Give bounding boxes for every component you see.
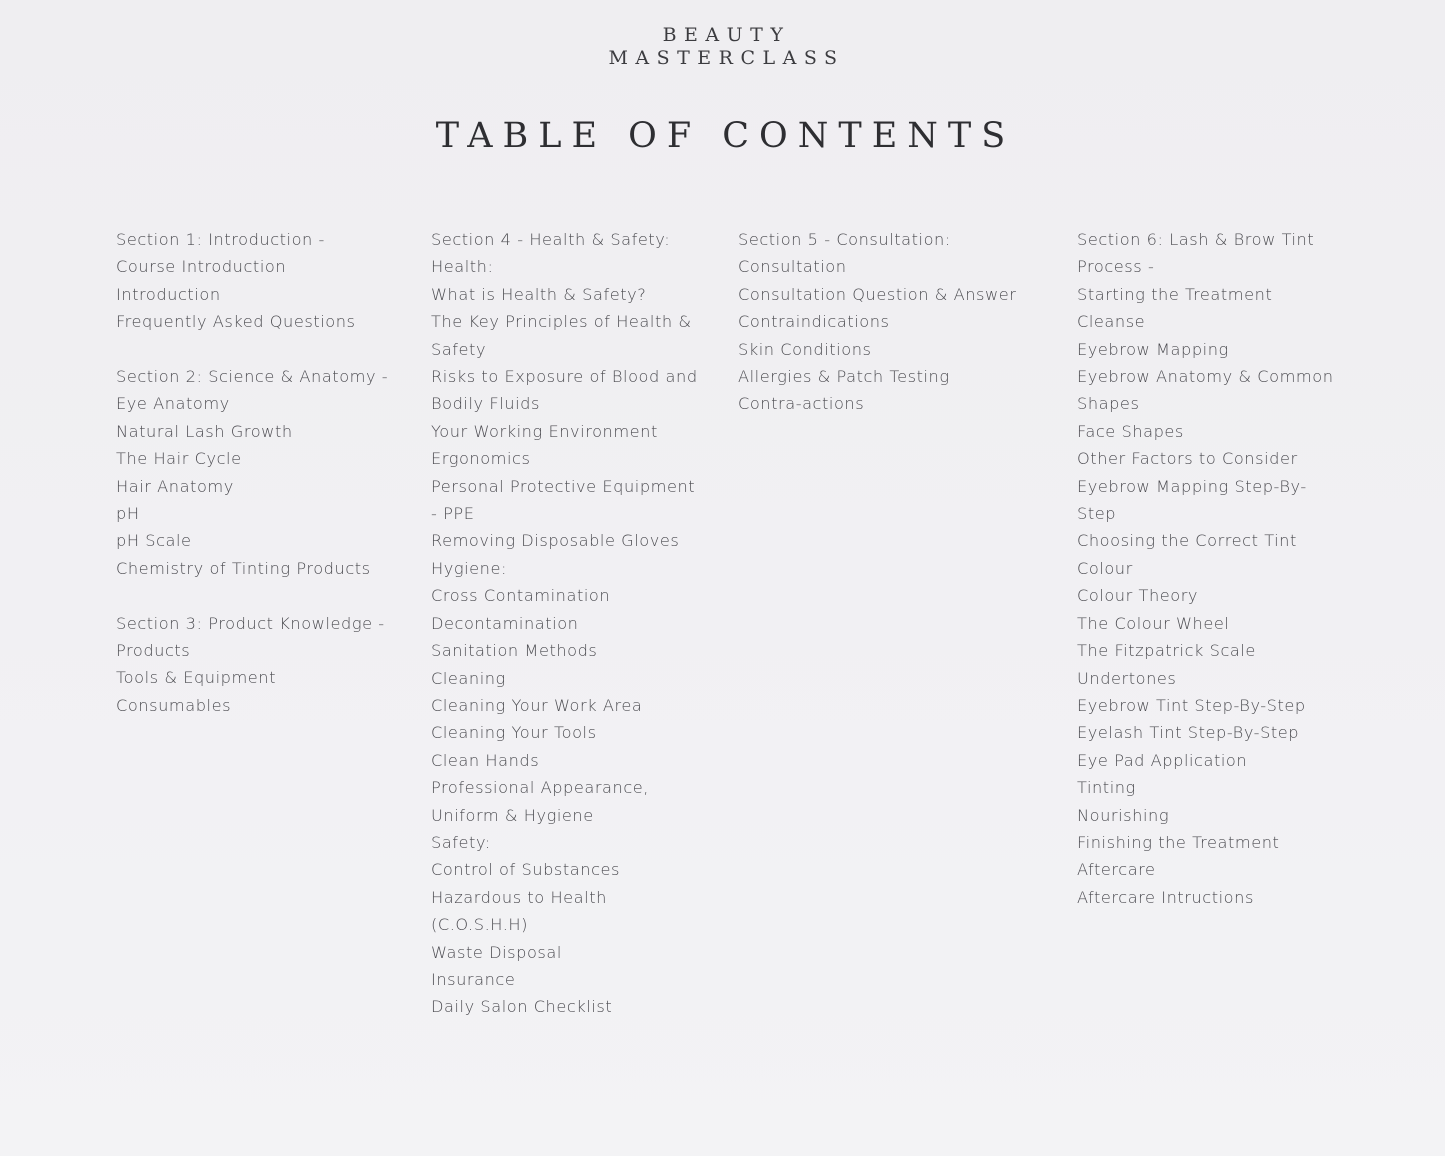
toc-entry: Contraindications <box>738 312 890 332</box>
toc-entry: pH <box>116 504 140 524</box>
toc-entry: Eyebrow Mapping Step-By- <box>1077 476 1307 496</box>
toc-entry: Aftercare Intructions <box>1077 887 1254 907</box>
section-heading: Section 1: Introduction - <box>116 230 325 249</box>
toc-entry: pH Scale <box>116 531 192 551</box>
toc-entry: Aftercare <box>1077 860 1156 880</box>
toc-entry: The Colour Wheel <box>1077 613 1230 633</box>
toc-column-2 <box>431 226 698 1021</box>
toc-entry: Consultation Question & Answer <box>738 284 1017 304</box>
toc-entry: Process - <box>1077 257 1155 277</box>
section-heading: Section 2: Science & Anatomy - <box>116 367 389 387</box>
brand-logo <box>0 24 1445 70</box>
section-spacer <box>116 336 388 363</box>
toc-entry: Safety <box>431 339 487 359</box>
toc-entry: Eyebrow Mapping <box>1077 339 1229 359</box>
toc-entry: Step <box>1077 504 1117 524</box>
toc-entry: Tools & Equipment <box>116 668 277 688</box>
toc-entry: Eye Anatomy <box>116 394 230 414</box>
toc-entry: Course Introduction <box>116 257 287 277</box>
toc-entry: What is Health & Safety? <box>431 284 647 304</box>
toc-entry: Choosing the Correct Tint <box>1077 531 1297 551</box>
toc-entry: Insurance <box>431 969 516 989</box>
toc-entry: Skin Conditions <box>738 339 872 359</box>
toc-entry: Removing Disposable Gloves <box>431 531 680 551</box>
toc-entry: Undertones <box>1077 668 1177 688</box>
toc-entry: Products <box>116 641 191 661</box>
section-heading: Section 3: Product Knowledge - <box>116 613 385 633</box>
toc-entry: Allergies & Patch Testing <box>738 367 950 387</box>
toc-entry: Starting the Treatment <box>1077 284 1273 304</box>
toc-entry: The Key Principles of Health & <box>431 312 692 332</box>
toc-entry: Control of Substances <box>431 860 621 880</box>
toc-entry: Cleaning <box>431 668 506 688</box>
toc-entry: Professional Appearance, <box>431 778 649 798</box>
page-title: TABLE OF CONTENTS <box>435 116 1016 156</box>
toc-entry: Hygiene: <box>431 558 507 578</box>
toc-entry: Health: <box>431 257 494 277</box>
toc-entry: Colour <box>1077 558 1133 578</box>
toc-entry: Bodily Fluids <box>431 394 540 414</box>
brand-line-1: BEAUTY <box>662 24 791 46</box>
section-heading: Section 6: Lash & Brow Tint <box>1077 230 1315 249</box>
toc-entry: Natural Lash Growth <box>116 421 293 441</box>
toc-column-1 <box>116 226 388 719</box>
toc-entry: Consultation <box>738 257 847 277</box>
toc-entry: Nourishing <box>1077 805 1170 825</box>
toc-entry: Finishing the Treatment <box>1077 832 1280 852</box>
toc-entry: Introduction <box>116 284 221 304</box>
toc-entry: Ergonomics <box>431 449 531 469</box>
toc-entry: The Fitzpatrick Scale <box>1077 641 1256 661</box>
toc-entry: Risks to Exposure of Blood and <box>431 367 698 387</box>
toc-entry: Other Factors to Consider <box>1077 449 1298 469</box>
toc-column-3 <box>738 226 1017 418</box>
toc-entry: Colour Theory <box>1077 586 1199 606</box>
toc-entry: Eyelash Tint Step-By-Step <box>1077 723 1300 743</box>
toc-entry: Personal Protective Equipment <box>431 476 696 496</box>
section-heading: Section 5 - Consultation: <box>738 230 951 249</box>
toc-entry: (C.O.S.H.H) <box>431 915 528 935</box>
toc-entry: Cross Contamination <box>431 586 611 606</box>
toc-entry: Safety: <box>431 832 491 852</box>
toc-entry: Uniform & Hygiene <box>431 805 594 825</box>
toc-entry: Hazardous to Health <box>431 887 607 907</box>
toc-entry: - PPE <box>431 504 475 524</box>
toc-column-4 <box>1077 226 1334 911</box>
brand-line-2: MASTERCLASS <box>608 47 845 69</box>
toc-entry: Consumables <box>116 695 232 715</box>
toc-entry: Cleanse <box>1077 312 1146 332</box>
toc-entry: Face Shapes <box>1077 421 1184 441</box>
toc-entry: Cleaning Your Tools <box>431 723 597 743</box>
toc-entry: Eyebrow Tint Step-By-Step <box>1077 695 1306 715</box>
toc-entry: Waste Disposal <box>431 942 562 962</box>
toc-entry: The Hair Cycle <box>116 449 242 469</box>
section-heading: Section 4 - Health & Safety: <box>431 230 671 249</box>
toc-entry: Daily Salon Checklist <box>431 997 613 1017</box>
toc-entry: Your Working Environment <box>431 421 658 441</box>
toc-entry: Decontamination <box>431 613 579 633</box>
toc-entry: Sanitation Methods <box>431 641 598 661</box>
toc-entry: Eyebrow Anatomy & Common <box>1077 367 1334 387</box>
toc-entry: Frequently Asked Questions <box>116 312 356 332</box>
section-spacer <box>116 582 388 609</box>
toc-entry: Chemistry of Tinting Products <box>116 558 371 578</box>
toc-entry: Eye Pad Application <box>1077 750 1248 770</box>
toc-entry: Cleaning Your Work Area <box>431 695 643 715</box>
toc-entry: Clean Hands <box>431 750 540 770</box>
toc-entry: Shapes <box>1077 394 1140 414</box>
toc-entry: Hair Anatomy <box>116 476 234 496</box>
toc-entry: Contra-actions <box>738 394 865 414</box>
toc-entry: Tinting <box>1077 778 1136 798</box>
